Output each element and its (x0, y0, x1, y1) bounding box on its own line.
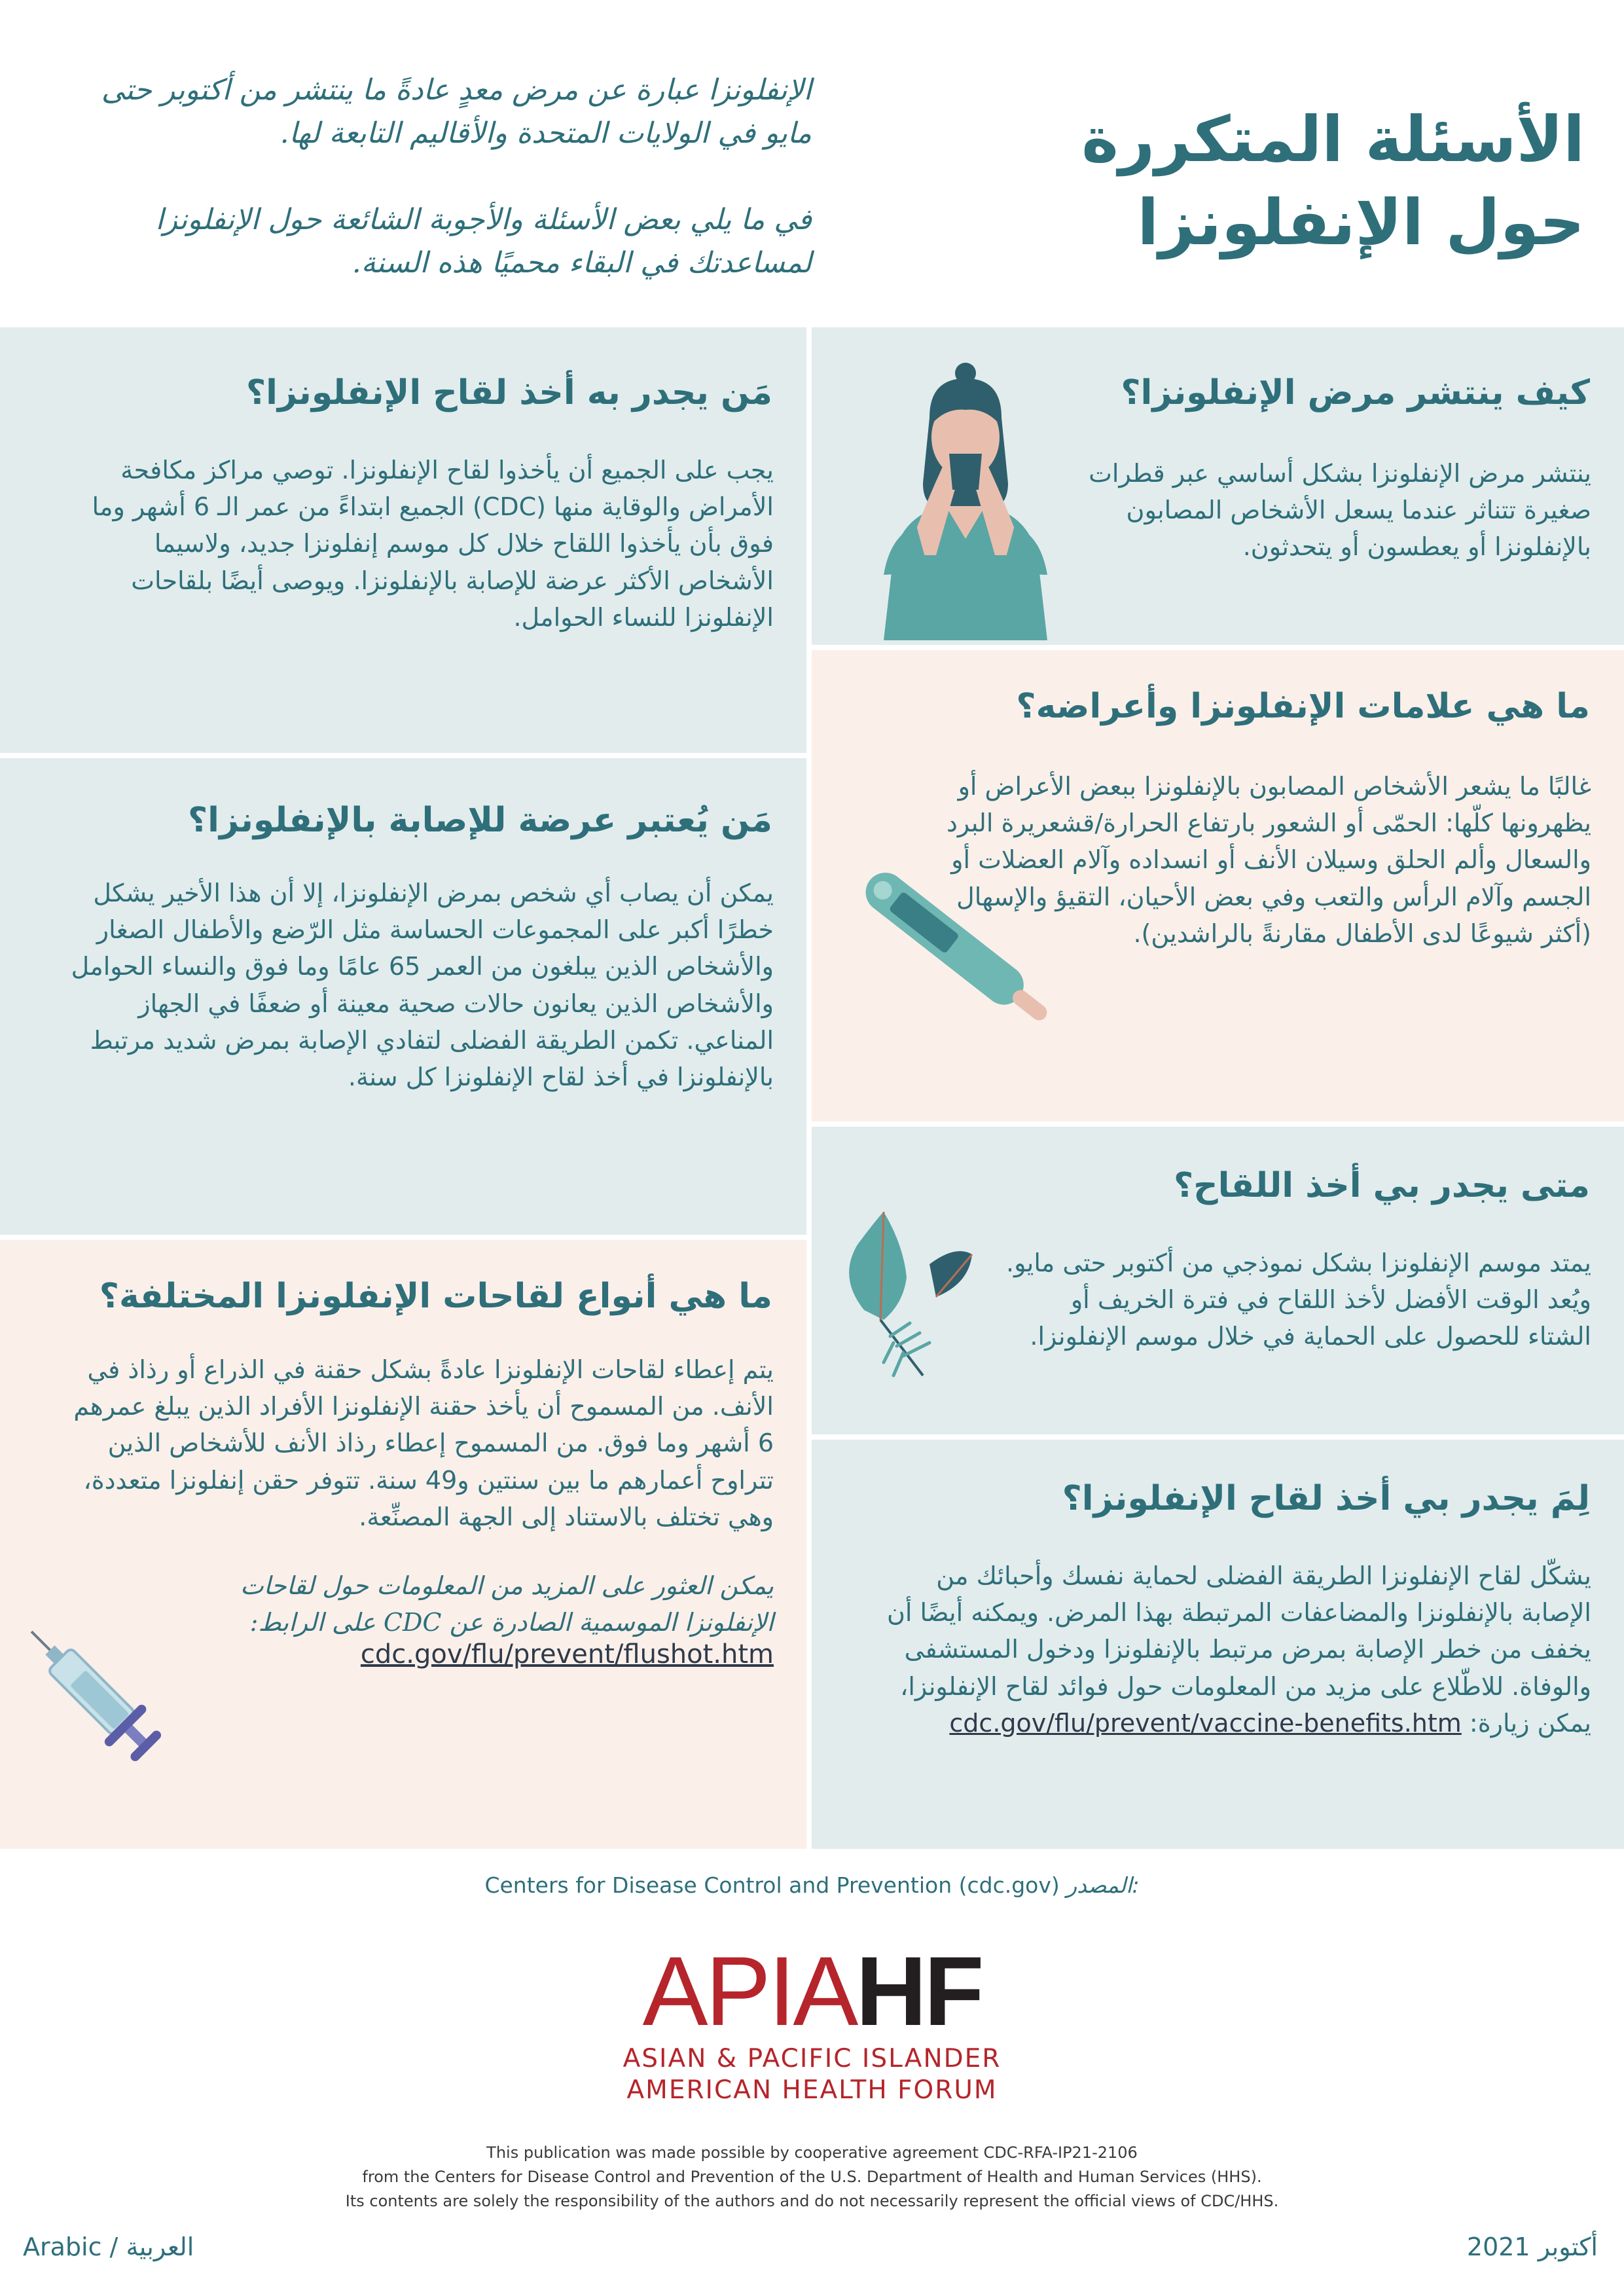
panel-when-vaccine (812, 1127, 1624, 1434)
person-sneezing-icon (844, 359, 1087, 640)
panel-who-vaccine-title: مَن يجدر به أخذ لقاح الإنفلونزا؟ (245, 373, 772, 412)
panel-how-spread-title: كيف ينتشر مرض الإنفلونزا؟ (1121, 373, 1590, 412)
panel-types-body: يتم إعطاء لقاحات الإنفلونزا عادةً بشكل حقنة في الذراع أو رذاذ في الأنف. من المسموح أن يأخذ حقنة الإنفلونزا الأفراد الذين يبلغ عمرهم 6 أشهر وما فوق. من المسموح إعطاء رذاذ الأنف للأشخاص الذين تتراوح أعمارهم ما بين سنتين و49 سنة. تتوفر حقن إنفلونزا متعددة، وهي تختلف بالاستناد إلى الجهة المصنِّعة. (73, 1355, 774, 1531)
panel-how-spread (812, 327, 1624, 645)
publication-date: أكتوبر 2021 (1466, 2232, 1598, 2261)
panel-how-spread-body: ينتشر مرض الإنفلونزا بشكل أساسي عبر قطرات صغيرة تتناثر عندما يسعل الأشخاص المصابون بالإنفلونزا أو يعطسون أو يتحدثون. (1089, 459, 1591, 562)
page-title (996, 98, 1585, 264)
source-text: Centers for Disease Control and Prevention (cdc.gov) (484, 1872, 1060, 1898)
panel-why-vaccine-text: يشكّل لقاح الإنفلونزا الطريقة الفضلى لحماية نفسك وأحبائك من الإصابة بالإنفلونزا والمضاعفات المرتبطة بهذا المرض. ويمكنه أيضًا أن يخفف من خطر الإصابة بمرض مرتبط بالإنفلونزا ودخول المستشفى والوفاة. للاطّلاع على مزيد من المعلومات حول فوائد لقاح الإنفلونزا، يمكن زيارة: (886, 1561, 1591, 1738)
disclaimer-line2: from the Centers for Disease Control and Prevention of the U.S. Department of Health and Human Services (HHS). (362, 2168, 1262, 2187)
panel-at-risk-title: مَن يُعتبر عرضة للإصابة بالإنفلونزا؟ (188, 801, 772, 840)
logo-line2: AMERICAN HEALTH FORUM (626, 2075, 998, 2105)
panel-who-vaccine-body: يجب على الجميع أن يأخذوا لقاح الإنفلونزا. توصي مراكز مكافحة الأمراض والوقاية منها (CDC) الجميع ابتداءً من عمر الـ 6 أشهر وما فوق بأن يأخذوا اللقاح خلال كل موسم إنفلونزا جديد، ولاسيما الأشخاص الأكثر عرضة للإصابة بالإنفلونزا. ويوصى أيضًا بلقاحات الإنفلونزا للنساء الحوامل. (92, 456, 774, 632)
panel-why-vaccine (812, 1440, 1624, 1849)
intro-paragraph-1: الإنفلونزا عبارة عن مرض معدٍ عادةً ما ينتشر من أكتوبر حتى مايو في الولايات المتحدة والأقاليم التابعة لها. (101, 73, 812, 150)
panel-types-title: ما هي أنواع لقاحات الإنفلونزا المختلفة؟ (99, 1277, 772, 1316)
vaccine-benefits-link[interactable]: cdc.gov/flu/prevent/vaccine-benefits.htm (949, 1708, 1462, 1738)
disclaimer (0, 2141, 1624, 2214)
syringe-icon (13, 1607, 170, 1777)
panel-symptoms-body: غالبًا ما يشعر الأشخاص المصابون بالإنفلونزا ببعض الأعراض أو يظهرونها كلّها: الحمّى أو الشعور بارتفاع الحرارة/قشعريرة البرد والسعال وألم الحلق وسيلان الأنف أو انسداده وآلام العضلات أو الجسم وآلام الرأس والتعب وفي بعض الأحيان، التقيؤ والإسهال (أكثر شيوعًا لدى الأطفال مقارنةً بالراشدين). (946, 772, 1591, 948)
panel-at-risk-body: يمكن أن يصاب أي شخص بمرض الإنفلونزا، إلا أن هذا الأخير يشكل خطرًا أكبر على المجموعات الحساسة مثل الرّضع والأطفال الصغار والأشخاص الذين يبلغون من العمر 65 عامًا وما فوق والنساء الحوامل والأشخاص الذين يعانون حالات صحية معينة أو ضعفًا في الجهاز المناعي. تكمن الطريقة الفضلى لتفادي الإصابة بمرض شديد مرتبط بالإنفلونزا في أخذ لقاح الإنفلونزا كل سنة. (71, 879, 774, 1092)
leaves-icon (831, 1205, 988, 1402)
panel-when-vaccine-body: يمتد موسم الإنفلونزا بشكل نموذجي من أكتوبر حتى مايو. ويُعد الوقت الأفضل لأخذ اللقاح في فترة الخريف أو الشتاء للحصول على الحماية في خلال موسم الإنفلونزا. (1006, 1248, 1591, 1351)
intro-paragraph-2: في ما يلي بعض الأسئلة والأجوبة الشائعة حول الإنفلونزا لمساعدتك في البقاء محميًا هذه السنة. (155, 203, 812, 280)
panel-types-more-info-text: يمكن العثور على المزيد من المعلومات حول لقاحات الإنفلونزا الموسمية الصادرة عن CDC على الرابط: (240, 1571, 774, 1637)
thermometer-icon (828, 840, 1077, 1049)
panel-why-vaccine-title: لِمَ يجدر بي أخذ لقاح الإنفلونزا؟ (1062, 1479, 1590, 1518)
source-line (0, 1872, 1624, 1898)
panel-types-more-info (237, 1567, 774, 1641)
logo-hf: HF (856, 1936, 982, 2046)
panel-symptoms-title: ما هي علامات الإنفلونزا وأعراضه؟ (1016, 687, 1590, 726)
panel-at-risk (0, 758, 806, 1235)
disclaimer-line3: Its contents are solely the responsibility of the authors and do not necessarily represent the official views of CDC/HHS. (345, 2192, 1279, 2211)
source-label: المصدر: (1066, 1872, 1140, 1898)
panel-types (0, 1240, 806, 1849)
intro (72, 69, 812, 328)
panel-why-vaccine-body (871, 1558, 1591, 1741)
panel-when-vaccine-title: متى يجدر بي أخذ اللقاح؟ (1173, 1166, 1590, 1205)
apiahf-logo (0, 1935, 1624, 2048)
panel-types-link-row (361, 1639, 774, 1669)
disclaimer-line1: This publication was made possible by cooperative agreement CDC-RFA-IP21-2106 (486, 2143, 1138, 2162)
flushot-link[interactable]: cdc.gov/flu/prevent/flushot.htm (360, 1639, 774, 1669)
logo-line1: ASIAN & PACIFIC ISLANDER (623, 2044, 1001, 2073)
page-title-line1: الأسئلة المتكررة (1081, 103, 1585, 176)
language-label: Arabic / العربية (23, 2232, 194, 2261)
page-title-line2: حول الإنفلونزا (1137, 185, 1585, 259)
panel-symptoms (812, 650, 1624, 1121)
logo-apia: APIA (642, 1936, 856, 2046)
panel-who-vaccine (0, 327, 806, 753)
